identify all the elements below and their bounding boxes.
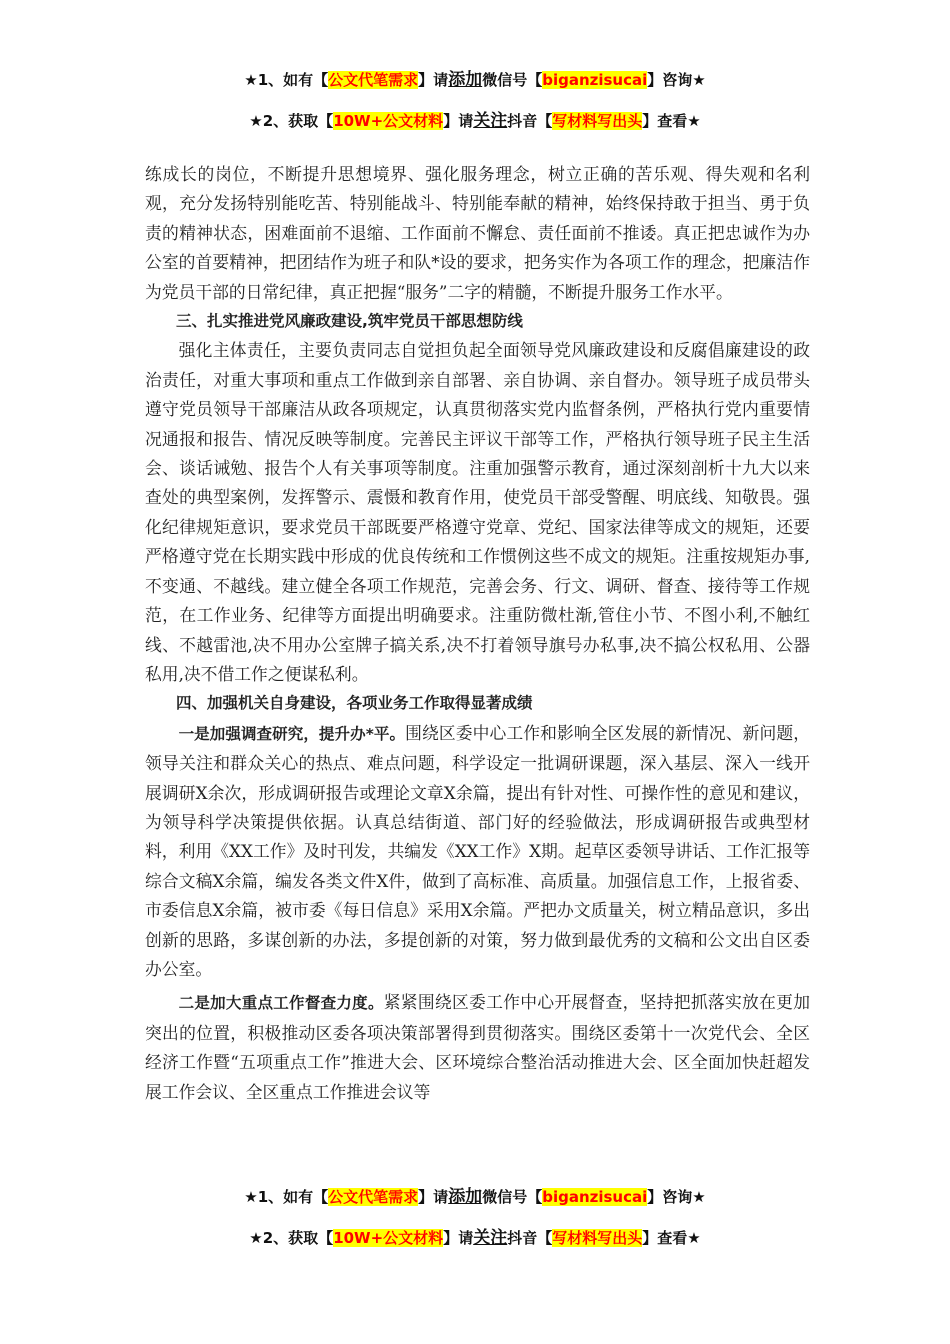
paragraph: 练成长的岗位，不断提升思想境界、强化服务理念，树立正确的苦乐观、得失观和名利观，充分发扬特别能吃苦、特别能战斗、特别能奉献的精神，始终保持敢于担当、勇于负责的精神状态，困难面前不退缩、工作面前不懈怠、责任面前不推诿。真正把忠诚作为办公室的首要精神，把团结作为班子和队*设的要求，把务实作为各项工作的理念，把廉洁作为党员干部的日常纪律，真正把握“服务”二字的精髓，不断提升服务工作水平。 <box>145 164 810 302</box>
paragraph-text: 围绕区委中心工作和影响全区发展的新情况、新问题，领导关注和群众关心的热点、难点问题，科学设定一批调研课题，深入基层、深入一线开展调研X余次，形成调研报告或理论文章X余篇，提出有针对性、可操作性的意见和建议，为领导科学决策提供依据。认真总结街道、部门好的经验做法，形成调研报告或典型材料，利用《XX工作》及时刊发，共编发《XX工作》X期。起草区委领导讲话、工作汇报等综合文稿X余篇，编发各类文件X件，做到了高标准、高质量。加强信息工作，上报省委、市委信息X余篇，被市委《每日信息》采用X余篇。严把办文质量关，树立精品意识，多出创新的思路，多谋创新的办法，多提创新的对策，努力做到最优秀的文稿和公文出自区委办公室。 <box>145 722 810 979</box>
banner-highlight: 10W+公文材料 <box>333 1229 444 1247</box>
banner-text: ★1、如有【 <box>244 1188 329 1206</box>
banner-highlight: 10W+公文材料 <box>333 112 444 130</box>
banner-wechat-id: biganzisucai <box>542 1188 648 1206</box>
bottom-banner-line-2 <box>0 1227 950 1249</box>
banner-text: 】查看★ <box>642 112 701 130</box>
banner-text: 】请 <box>443 112 474 130</box>
banner-text: 】请 <box>418 1188 449 1206</box>
banner-text: 抖音【 <box>507 1229 553 1247</box>
paragraph-lead: 二是加大重点工作督查力度。 <box>178 994 384 1013</box>
bottom-banner-line-1 <box>0 1186 950 1208</box>
banner-douyin-name: 写材料写出头 <box>552 1229 643 1247</box>
banner-text: 】请 <box>418 71 449 89</box>
banner-text: 微信号【 <box>482 1188 543 1206</box>
banner-text: 抖音【 <box>507 112 553 130</box>
section-heading-3: 三、扎实推进党风廉政建设,筑牢党员干部思想防线 <box>176 312 523 331</box>
banner-text: 】请 <box>443 1229 474 1247</box>
banner-douyin-name: 写材料写出头 <box>552 112 643 130</box>
paragraph-text: 紧紧围绕区委工作中心开展督查，坚持把抓落实放在更加突出的位置，积极推动区委各项决策部署得到贯彻落实。围绕区委第十一次党代会、全区经济工作暨“五项重点工作”推进大会、区环境综合整治活动推进大会、区全面加快赶超发展工作会议、全区重点工作推进会议等 <box>145 992 810 1102</box>
paragraph-lead: 一是加强调查研究，提升办*平。 <box>178 724 406 743</box>
banner-text: 微信号【 <box>482 71 543 89</box>
paragraph <box>145 988 810 1107</box>
banner-text: ★2、获取【 <box>249 112 334 130</box>
banner-text: 】咨询★ <box>647 71 706 89</box>
banner-text: 】查看★ <box>642 1229 701 1247</box>
banner-emphasis: 添加 <box>448 1187 483 1207</box>
banner-emphasis: 关注 <box>473 111 508 131</box>
banner-text: ★1、如有【 <box>244 71 329 89</box>
top-banner-line-1 <box>0 69 950 91</box>
top-banner-line-2 <box>0 110 950 132</box>
document-body <box>145 160 810 1107</box>
paragraph: 强化主体责任，主要负责同志自觉担负起全面领导党风廉政建设和反腐倡廉建设的政治责任，对重大事项和重点工作做到亲自部署、亲自协调、亲自督办。领导班子成员带头遵守党员领导干部廉洁从政各项规定，认真贯彻落实党内监督条例，严格执行党内重要情况通报和报告、情况反映等制度。完善民主评议干部等工作，严格执行领导班子民主生活会、谈话诫勉、报告个人有关事项等制度。注重加强警示教育，通过深刻剖析十九大以来查处的典型案例，发挥警示、震慑和教育作用，使党员干部受警醒、明底线、知敬畏。强化纪律规矩意识，要求党员干部既要严格遵守党章、党纪、国家法律等成文的规矩，还要严格遵守党在长期实践中形成的优良传统和工作惯例这些不成文的规矩。注重按规矩办事,不变通、不越线。建立健全各项工作规范，完善会务、行文、调研、督查、接待等工作规范，在工作业务、纪律等方面提出明确要求。注重防微杜渐,管住小节、不图小利,不触红线、不越雷池,决不用办公室牌子搞关系,决不打着领导旗号办私事,决不搞公权私用、公器私用,决不借工作之便谋私利。 <box>145 340 810 684</box>
section-heading-4: 四、加强机关自身建设，各项业务工作取得显著成绩 <box>176 694 533 713</box>
paragraph <box>145 719 810 985</box>
banner-text: 】咨询★ <box>647 1188 706 1206</box>
banner-highlight: 公文代笔需求 <box>328 1188 419 1206</box>
banner-emphasis: 添加 <box>448 70 483 90</box>
banner-text: ★2、获取【 <box>249 1229 334 1247</box>
banner-highlight: 公文代笔需求 <box>328 71 419 89</box>
banner-wechat-id: biganzisucai <box>542 71 648 89</box>
banner-emphasis: 关注 <box>473 1228 508 1248</box>
